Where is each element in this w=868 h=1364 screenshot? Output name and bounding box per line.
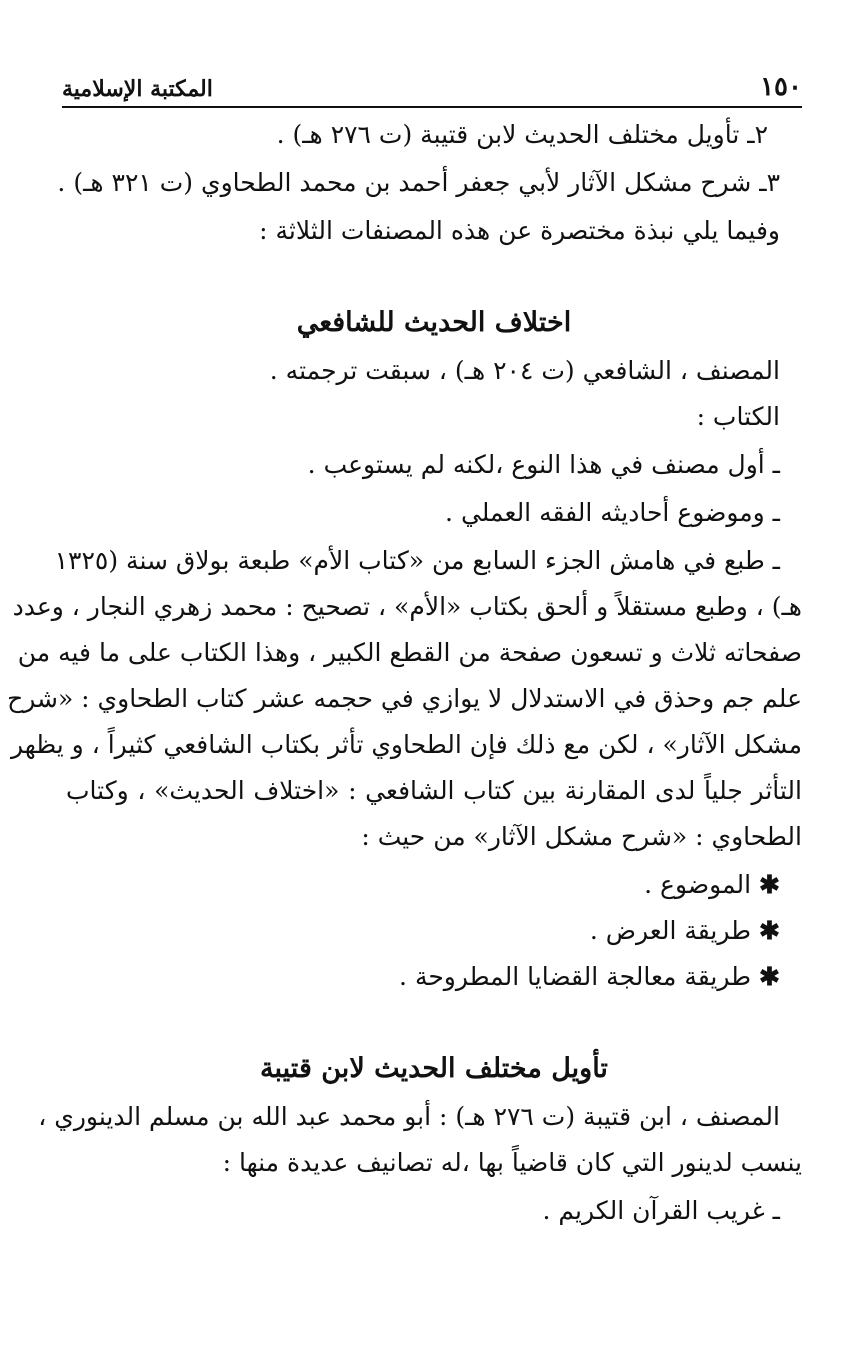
page-number: ١٥٠ <box>760 72 802 102</box>
section-heading-shafii: اختلاف الحديث للشافعي <box>296 307 572 338</box>
star-item-text: الموضوع . <box>644 870 752 899</box>
author-line-ibn-qutaybah: المصنف ، ابن قتيبة (ت ٢٧٦ هـ) : أبو محمد عبد الله بن مسلم الدينوري ، <box>38 1102 780 1131</box>
star-item-text: طريقة معالجة القضايا المطروحة . <box>399 962 752 991</box>
running-title: المكتبة الإسلامية <box>62 76 213 102</box>
paragraph-line: هـ) ، وطبع مستقلاً و ألحق بكتاب «الأم» ، تصحيح : محمد زهري النجار ، وعدد <box>12 592 802 621</box>
star-item <box>66 908 780 954</box>
paragraph-line: الطحاوي : «شرح مشكل الآثار» من حيث : <box>361 822 802 851</box>
page-header <box>62 58 802 108</box>
asterisk-icon: ✱ <box>759 962 780 991</box>
paragraph-line: صفحاته ثلاث و تسعون صفحة من القطع الكبير ، وهذا الكتاب على ما فيه من <box>17 638 802 667</box>
star-item <box>66 954 780 1000</box>
star-item <box>66 862 780 908</box>
list-item-2: ٢ـ تأويل مختلف الحديث لابن قتيبة (ت ٢٧٦ هـ) . <box>276 120 768 149</box>
paragraph-line: مشكل الآثار» ، لكن مع ذلك فإن الطحاوي تأثر بكتاب الشافعي كثيراً ، و يظهر <box>10 730 802 759</box>
paragraph-line: ـ طبع في هامش الجزء السابع من «كتاب الأم» طبعة بولاق سنة (١٣٢٥ <box>54 546 780 575</box>
point-first-work: ـ أول مصنف في هذا النوع ،لكنه لم يستوعب . <box>307 450 780 479</box>
author-line-shafii: المصنف ، الشافعي (ت ٢٠٤ هـ) ، سبقت ترجمته . <box>269 356 780 385</box>
work-item: ـ غريب القرآن الكريم . <box>542 1196 780 1225</box>
asterisk-icon: ✱ <box>759 870 780 899</box>
book-label: الكتاب : <box>696 402 780 431</box>
list-item-3: ٣ـ شرح مشكل الآثار لأبي جعفر أحمد بن محمد الطحاوي (ت ٣٢١ هـ) . <box>57 168 780 197</box>
section-heading-ibn-qutaybah: تأويل مختلف الحديث لابن قتيبة <box>260 1053 608 1084</box>
paragraph-line: علم جم وحذق في الاستدلال لا يوازي في حجمه عشر كتاب الطحاوي : «شرح <box>7 684 802 713</box>
author-line-continued: ينسب لدينور التي كان قاضياً بها ،له تصانيف عديدة منها : <box>222 1148 802 1177</box>
paragraph-line: التأثر جلياً لدى المقارنة بين كتاب الشافعي : «اختلاف الحديث» ، وكتاب <box>66 776 802 805</box>
intro-line: وفيما يلي نبذة مختصرة عن هذه المصنفات الثلاثة : <box>259 216 780 245</box>
point-subject: ـ وموضوع أحاديثه الفقه العملي . <box>445 498 780 527</box>
asterisk-icon: ✱ <box>759 916 780 945</box>
star-item-text: طريقة العرض . <box>589 916 752 945</box>
